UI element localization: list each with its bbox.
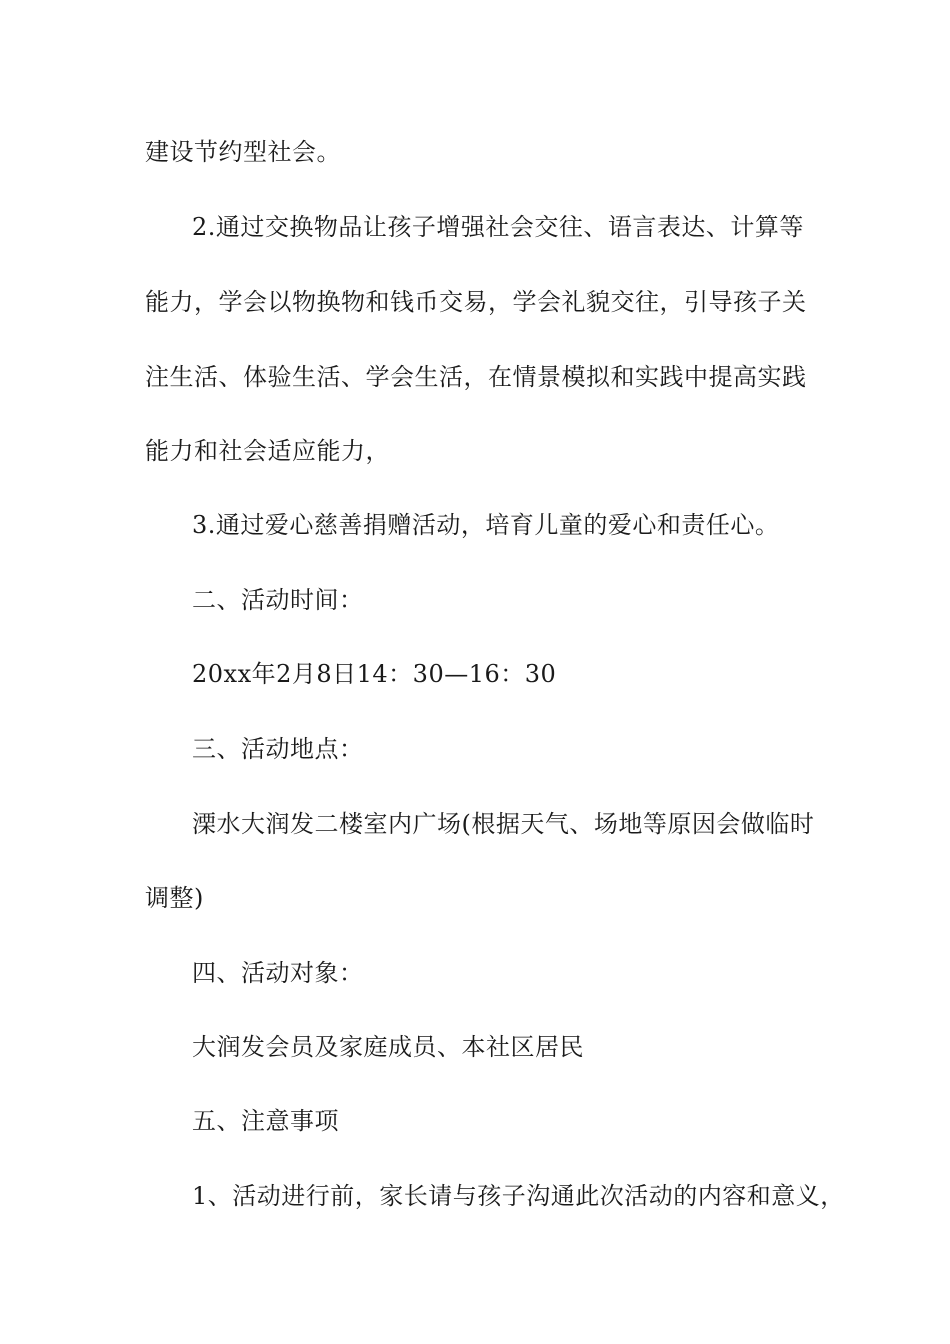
paragraph-line: 20xx年2月8日14：30—16：30 [192, 660, 557, 688]
paragraph-line: 3.通过爱心慈善捐赠活动，培育儿童的爱心和责任心。 [192, 511, 780, 539]
paragraph-line: 建设节约型社会。 [145, 138, 341, 166]
paragraph-line: 大润发会员及家庭成员、本社区居民 [192, 1033, 584, 1061]
section-heading: 五、注意事项 [192, 1107, 339, 1135]
paragraph-line: 2.通过交换物品让孩子增强社会交往、语言表达、计算等 [192, 213, 804, 241]
paragraph-line: 溧水大润发二楼室内广场(根据天气、场地等原因会做临时 [192, 810, 815, 838]
paragraph-line: 注生活、体验生活、学会生活，在情景模拟和实践中提高实践 [145, 363, 807, 391]
paragraph-line: 能力和社会适应能力， [145, 437, 390, 465]
paragraph-line: 调整) [145, 884, 204, 912]
section-heading: 二、活动时间： [192, 586, 364, 614]
section-heading: 三、活动地点： [192, 735, 364, 763]
section-heading: 四、活动对象： [192, 959, 364, 987]
paragraph-line: 能力，学会以物换物和钱币交易，学会礼貌交往，引导孩子关 [145, 288, 807, 316]
paragraph-line: 1、活动进行前，家长请与孩子沟通此次活动的内容和意义， [192, 1182, 845, 1210]
